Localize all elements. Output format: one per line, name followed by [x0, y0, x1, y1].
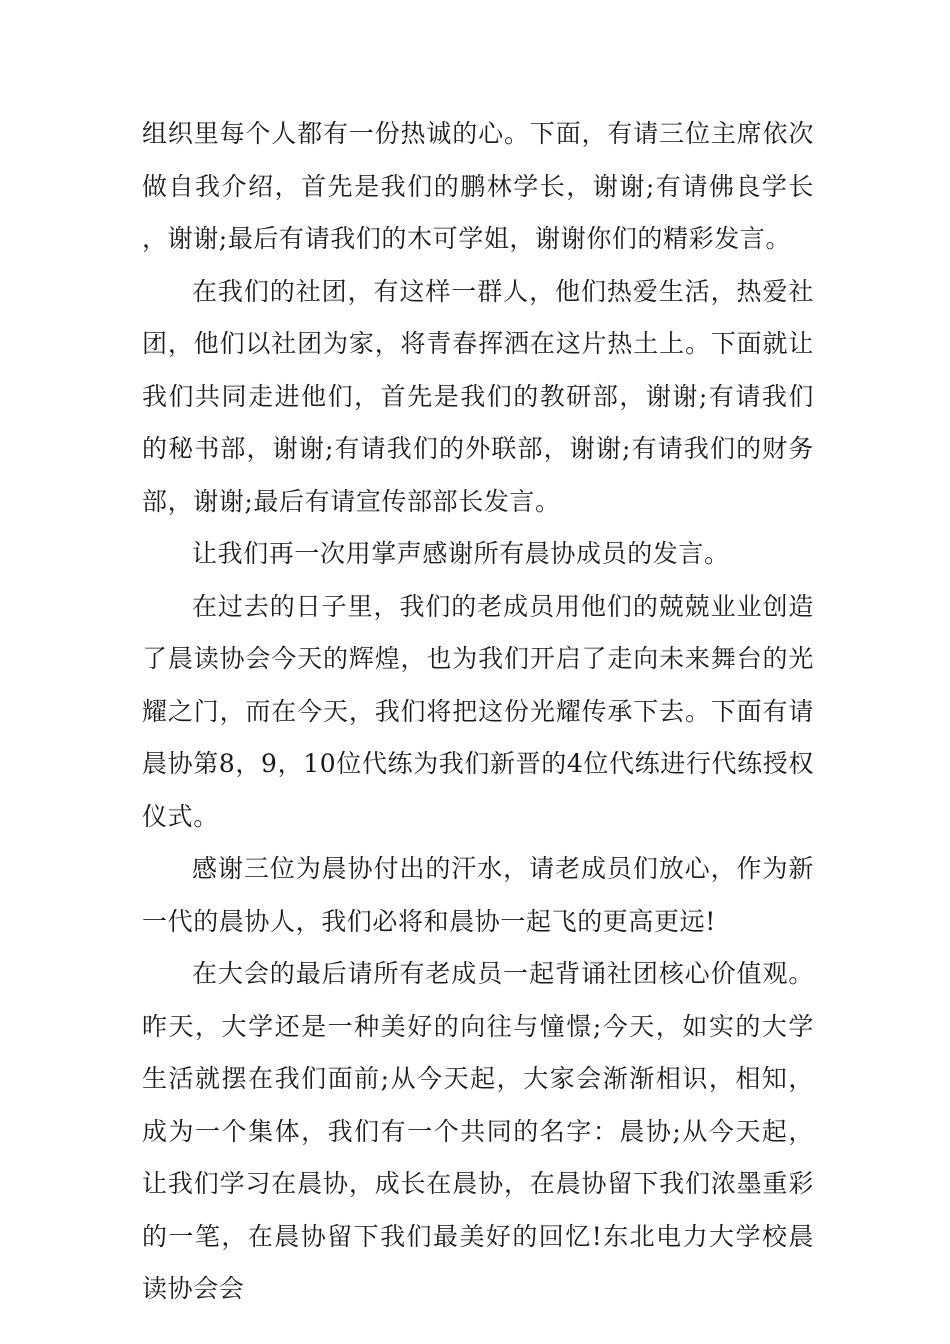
paragraph-5: 感谢三位为晨协付出的汗水，请老成员们放心，作为新一代的晨协人，我们必将和晨协一起飞的更高更远!: [142, 854, 814, 936]
paragraph-4: 在过去的日子里，我们的老成员用他们的兢兢业业创造了晨读协会今天的辉煌，也为我们开启了走向未来舞台的光耀之门，而在今天，我们将把这份光耀传承下去。下面有请晨协第8，9，10位代练为我们新晋的4位代练进行代练授权仪式。: [142, 591, 814, 831]
document-body: [142, 108, 814, 1316]
paragraph-2: 在我们的社团，有这样一群人，他们热爱生活，热爱社团，他们以社团为家，将青春挥洒在这片热土上。下面就让我们共同走进他们，首先是我们的教研部，谢谢;有请我们的秘书部，谢谢;有请我们的外联部，谢谢;有请我们的财务部，谢谢;最后有请宣传部部长发言。: [142, 276, 814, 516]
paragraph-1: 组织里每个人都有一份热诚的心。下面，有请三位主席依次做自我介绍，首先是我们的鹏林学长，谢谢;有请佛良学长，谢谢;最后有请我们的木可学姐，谢谢你们的精彩发言。: [142, 119, 814, 253]
paragraph-6: 在大会的最后请所有老成员一起背诵社团核心价值观。昨天，大学还是一种美好的向往与憧憬;今天，如实的大学生活就摆在我们面前;从今天起，大家会渐渐相识，相知，成为一个集体，我们有一个共同的名字：晨协;从今天起，让我们学习在晨协，成长在晨协，在晨协留下我们浓墨重彩的一笔，在晨协留下我们最美好的回忆!东北电力大学校晨读协会会: [142, 959, 814, 1303]
paragraph-3: 让我们再一次用掌声感谢所有晨协成员的发言。: [192, 539, 730, 568]
